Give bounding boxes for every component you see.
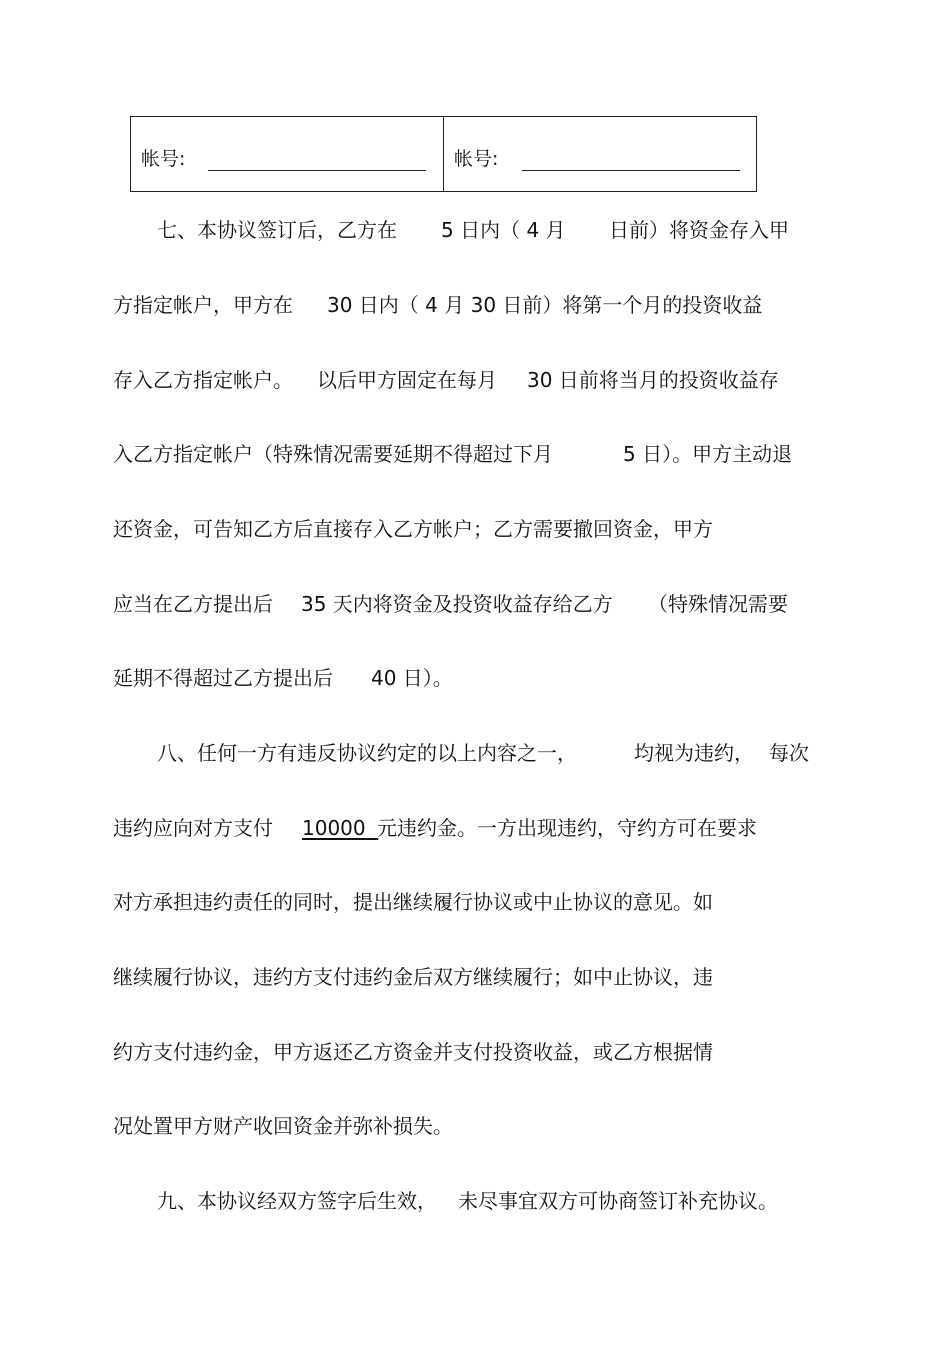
clause8-l4: 继续履行协议，违约方支付违约金后双方继续履行；如中止协议，违 — [113, 965, 713, 989]
account-blank-left — [208, 170, 426, 171]
clause7-l2-a: 方指定帐户，甲方在 — [113, 293, 293, 317]
account-label-right: 帐号: — [454, 148, 499, 170]
clause7-l7-b: 40 日）。 — [371, 666, 453, 690]
clause7-l3-a: 存入乙方指定帐户。 — [113, 368, 293, 392]
clause8-l3: 对方承担违约责任的同时，提出继续履行协议或中止协议的意见。如 — [113, 890, 713, 914]
account-table — [130, 116, 757, 192]
clause9-l1-a: 九、本协议经双方签字后生效， — [157, 1189, 437, 1213]
clause7-l6-c: （特殊情况需要 — [648, 592, 788, 616]
clause7-l6-a: 应当在乙方提出后 — [113, 592, 273, 616]
account-cell-right — [444, 117, 756, 191]
clause7-l4-a: 入乙方指定帐户（特殊情况需要延期不得超过下月 — [113, 442, 553, 466]
clause8-l2-b: 元违约金。一方出现违约，守约方可在要求 — [377, 816, 757, 840]
clause7-l3-b: 以后甲方固定在每月 — [317, 368, 497, 392]
penalty-amount: 10000 — [302, 816, 366, 840]
clause9-l1-b: 未尽事宜双方可协商签订补充协议。 — [458, 1189, 778, 1213]
clause7-l1-a: 七、本协议签订后，乙方在 — [157, 218, 397, 242]
clause8-l1-c: 每次 — [769, 741, 809, 765]
clause8-l1-a: 八、任何一方有违反协议约定的以上内容之一， — [157, 741, 577, 765]
clause8-l1-b: 均视为违约， — [634, 741, 754, 765]
clause7-l4-b: 5 日）。甲方主动退 — [623, 442, 793, 466]
clause7-l1-c: 日前）将资金存入甲 — [609, 218, 789, 242]
clause7-l3-c: 30 日前将当月的投资收益存 — [527, 368, 779, 392]
clause8-l5: 约方支付违约金，甲方返还乙方资金并支付投资收益，或乙方根据情 — [113, 1040, 713, 1064]
clause7-l1-b: 5 日内（ 4 月 — [441, 218, 566, 242]
clause7-l6-b: 35 天内将资金及投资收益存给乙方 — [301, 592, 613, 616]
clause8-l2-a: 违约应向对方支付 — [113, 816, 273, 840]
account-cell-left — [131, 117, 444, 191]
clause7-l2-b: 30 日内（ 4 月 30 日前）将第一个月的投资收益 — [327, 293, 763, 317]
clause8-l6: 况处置甲方财产收回资金并弥补损失。 — [113, 1114, 453, 1138]
clause7-l5: 还资金，可告知乙方后直接存入乙方帐户；乙方需要撤回资金，甲方 — [113, 517, 713, 541]
account-blank-right — [522, 170, 740, 171]
clause7-l7-a: 延期不得超过乙方提出后 — [113, 666, 333, 690]
account-label-left: 帐号: — [141, 148, 186, 170]
